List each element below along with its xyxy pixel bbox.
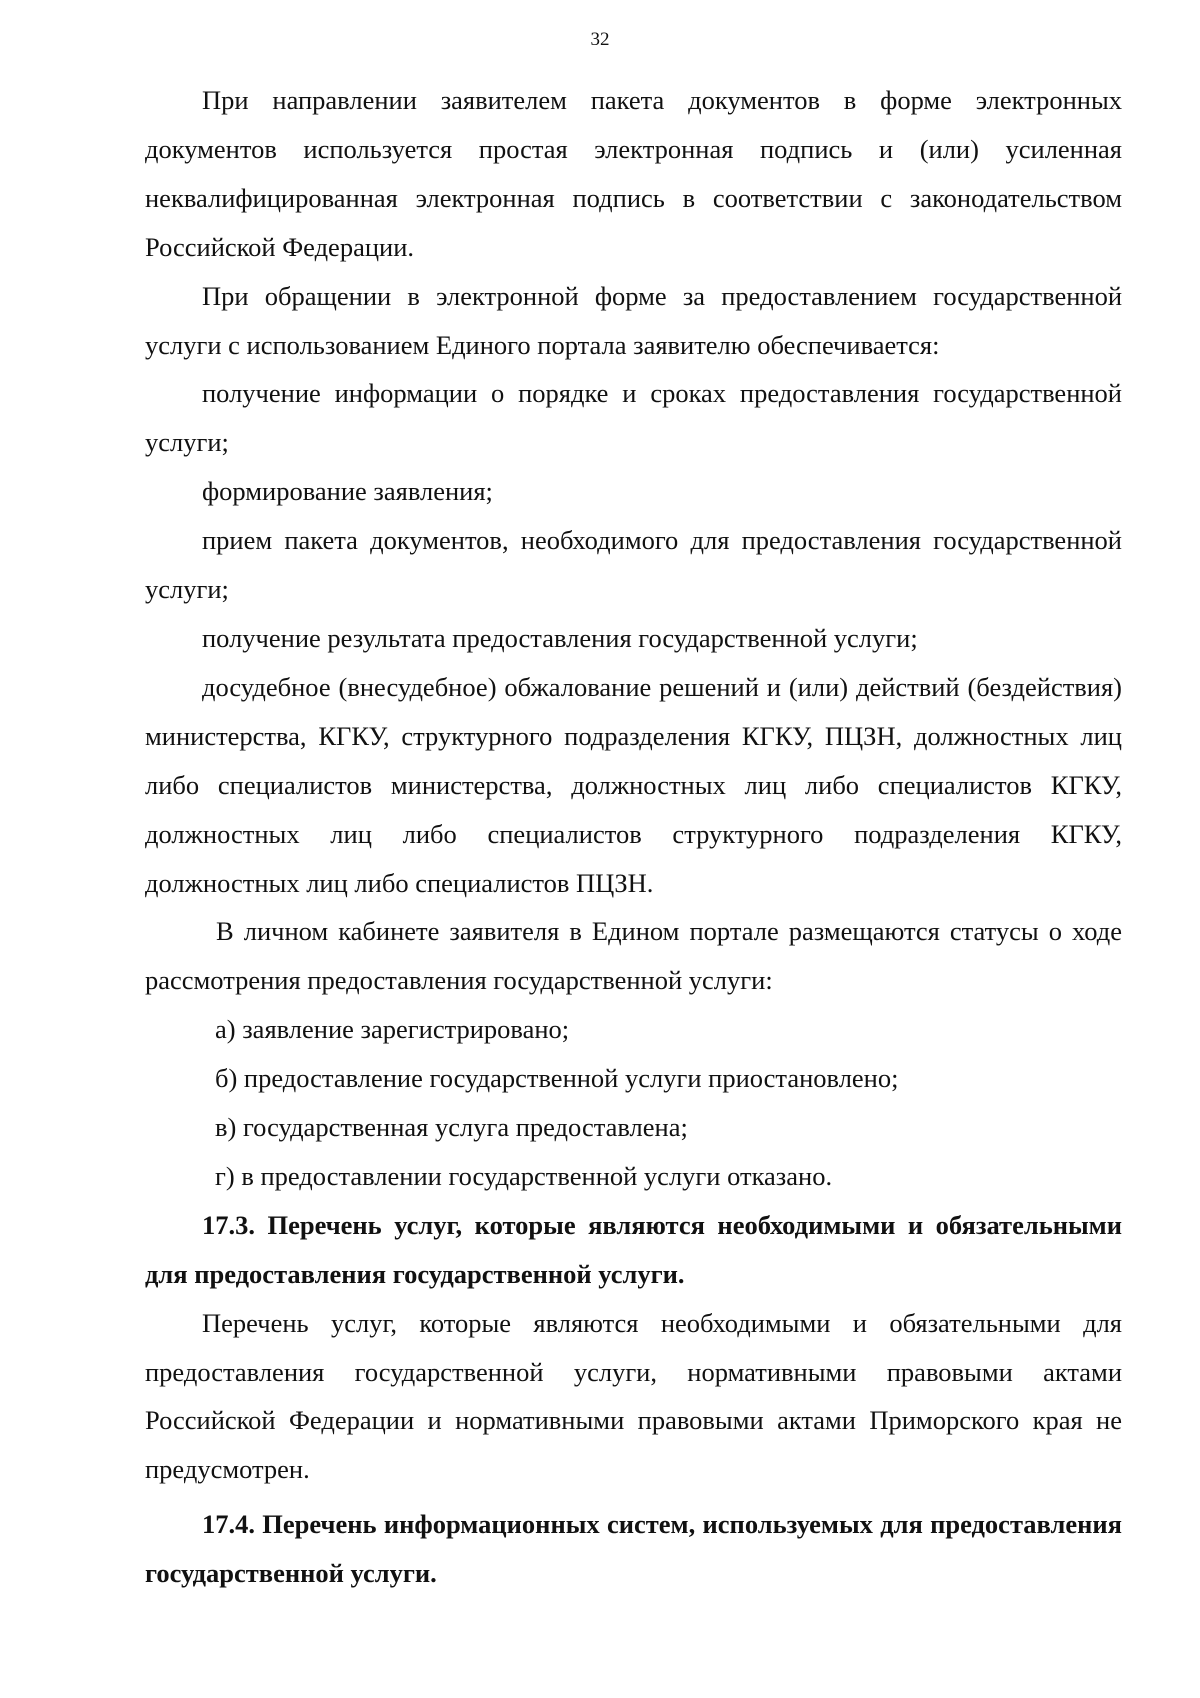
- page-number: 32: [590, 29, 610, 50]
- section-heading-17-3: 17.3. Перечень услуг, которые являются необходимыми и обязательными для предоставления государственной услуги.: [145, 1209, 1122, 1289]
- section-heading-17-4: 17.4. Перечень информационных систем, используемых для предоставления государственной услуги.: [145, 1509, 1122, 1589]
- document-body: [145, 76, 1122, 1598]
- status-list-item: в) государственная услуга предоставлена;: [215, 1112, 688, 1143]
- paragraph-result-receipt: получение результата предоставления государственной услуги;: [202, 622, 918, 653]
- paragraph-electronic-form-intro: При обращении в электронной форме за предоставлением государственной услуги с использованием Единого портала заявителю обеспечивается:: [145, 280, 1122, 360]
- status-list-item: б) предоставление государственной услуги приостановлено;: [215, 1063, 899, 1094]
- paragraph-application-forming: формирование заявления;: [202, 476, 493, 507]
- paragraph-electronic-signature: При направлении заявителем пакета документов в форме электронных документов используется простая электронная подпись и (или) усиленная неквалифицированная электронная подпись в соответствии с законодательством Российской Федерации.: [145, 85, 1122, 262]
- paragraph-package-receipt: прием пакета документов, необходимого для предоставления государственной услуги;: [145, 525, 1122, 605]
- paragraph-personal-account-statuses: В личном кабинете заявителя в Едином портале размещаются статусы о ходе рассмотрения предоставления государственной услуги:: [145, 916, 1122, 996]
- paragraph-obtaining-information: получение информации о порядке и сроках предоставления государственной услуги;: [145, 378, 1122, 458]
- paragraph-required-services: Перечень услуг, которые являются необходимыми и обязательными для предоставления государственной услуги, нормативными правовыми актами Российской Федерации и нормативными правовыми актами Приморского края не предусмотрен.: [145, 1307, 1122, 1485]
- status-list-item: г) в предоставлении государственной услуги отказано.: [215, 1160, 833, 1191]
- status-list-item: а) заявление зарегистрировано;: [215, 1014, 570, 1045]
- paragraph-pretrial-appeal: досудебное (внесудебное) обжалование решений и (или) действий (бездействия) министерства, КГКУ, структурного подразделения КГКУ, ПЦЗН, должностных лиц либо специалистов министерства, должностных лиц либо специалистов КГКУ, должностных лиц либо специалистов структурного подразделения КГКУ, должностных лиц либо специалистов ПЦЗН.: [145, 671, 1122, 898]
